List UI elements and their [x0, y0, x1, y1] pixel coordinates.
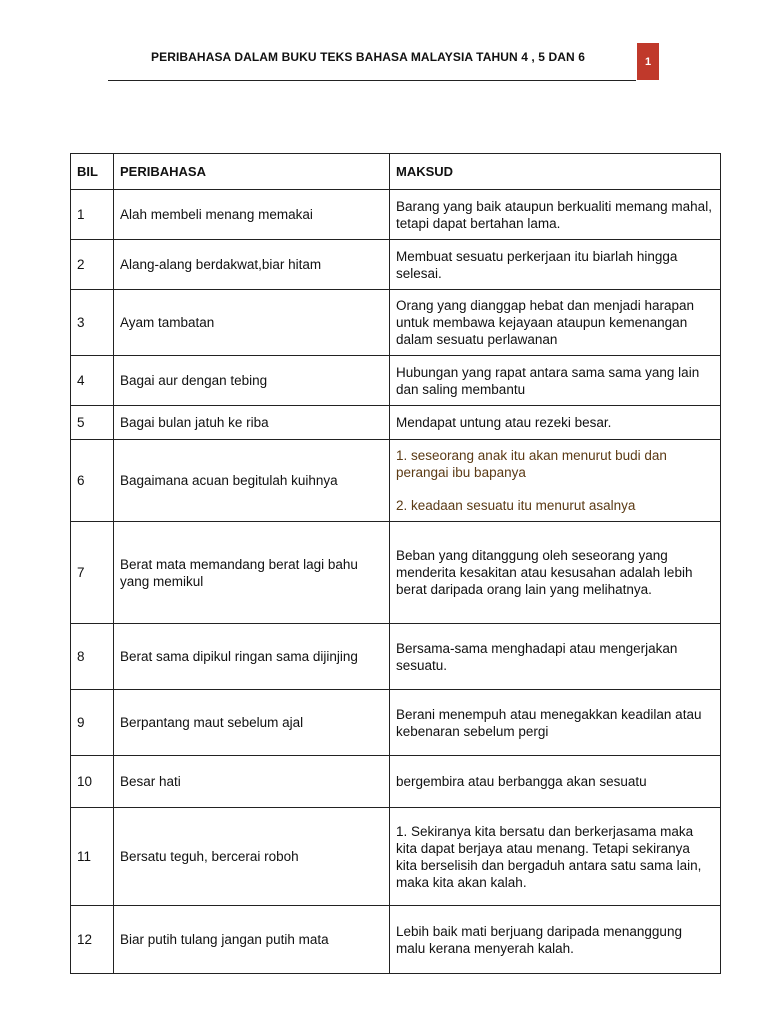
table-row [71, 906, 721, 974]
column-header-maksud: MAKSUD [390, 154, 721, 190]
peribahasa-cell: Alah membeli menang memakai [114, 190, 390, 240]
maksud-cell [390, 240, 721, 290]
bil-cell: 3 [71, 290, 114, 356]
maksud-text: Membuat sesuatu perkerjaan itu biarlah hingga selesai. [396, 248, 678, 281]
maksud-cell [390, 440, 721, 522]
maksud-text: bergembira atau berbangga akan sesuatu [396, 774, 647, 789]
table-row [71, 290, 721, 356]
bil-cell: 6 [71, 440, 114, 522]
bil-cell: 8 [71, 624, 114, 690]
peribahasa-cell: Bagai aur dengan tebing [114, 356, 390, 406]
maksud-text: 1. Sekiranya kita bersatu dan berkerjasama maka kita dapat berjaya atau menang. Tetapi sekiranya kita berselisih dan bergaduh antara satu sama lain, maka kita akan kalah. [396, 823, 702, 890]
table-row [71, 522, 721, 624]
peribahasa-cell: Berpantang maut sebelum ajal [114, 690, 390, 756]
maksud-text: Hubungan yang rapat antara sama sama yang lain dan saling membantu [396, 364, 700, 397]
bil-cell: 12 [71, 906, 114, 974]
peribahasa-cell: Alang-alang berdakwat,biar hitam [114, 240, 390, 290]
maksud-cell [390, 690, 721, 756]
maksud-cell [390, 406, 721, 440]
peribahasa-cell: Biar putih tulang jangan putih mata [114, 906, 390, 974]
peribahasa-cell: Bersatu teguh, bercerai roboh [114, 808, 390, 906]
page-number-badge: 1 [637, 43, 659, 80]
maksud-text: Orang yang dianggap hebat dan menjadi harapan untuk membawa kejayaan ataupun kemenangan dalam sesuatu perlawanan [396, 298, 694, 347]
maksud-cell [390, 290, 721, 356]
table-row [71, 356, 721, 406]
table-row [71, 690, 721, 756]
peribahasa-cell: Berat mata memandang berat lagi bahu yang memikul [114, 522, 390, 624]
peribahasa-cell: Besar hati [114, 756, 390, 808]
maksud-cell [390, 906, 721, 974]
maksud-text: Beban yang ditanggung oleh seseorang yang menderita kesakitan atau kesusahan adalah lebih berat daripada orang lain yang melihatnya. [396, 548, 693, 597]
maksud-text: Bersama-sama menghadapi atau mengerjakan sesuatu. [396, 640, 678, 673]
table-row [71, 624, 721, 690]
table-row [71, 440, 721, 522]
bil-cell: 1 [71, 190, 114, 240]
table-row [71, 756, 721, 808]
maksud-text: Lebih baik mati berjuang daripada menanggung malu kerana menyerah kalah. [396, 923, 682, 956]
table-row [71, 240, 721, 290]
maksud-cell [390, 522, 721, 624]
maksud-text: 2. keadaan sesuatu itu menurut asalnya [396, 498, 636, 513]
peribahasa-cell: Bagaimana acuan begitulah kuihnya [114, 440, 390, 522]
maksud-cell [390, 808, 721, 906]
table-row [71, 406, 721, 440]
peribahasa-table [70, 153, 721, 974]
bil-cell: 4 [71, 356, 114, 406]
bil-cell: 5 [71, 406, 114, 440]
document-header-title: PERIBAHASA DALAM BUKU TEKS BAHASA MALAYSIA TAHUN 4 , 5 DAN 6 [150, 50, 586, 64]
bil-cell: 9 [71, 690, 114, 756]
maksud-cell [390, 624, 721, 690]
column-header-peribahasa: PERIBAHASA [114, 154, 390, 190]
bil-cell: 10 [71, 756, 114, 808]
table-header-row [71, 154, 721, 190]
bil-cell: 11 [71, 808, 114, 906]
maksud-text: Berani menempuh atau menegakkan keadilan atau kebenaran sebelum pergi [396, 706, 702, 739]
maksud-text: Barang yang baik ataupun berkualiti memang mahal, tetapi dapat bertahan lama. [396, 198, 712, 231]
maksud-cell [390, 756, 721, 808]
peribahasa-cell: Bagai bulan jatuh ke riba [114, 406, 390, 440]
column-header-bil: BIL [71, 154, 114, 190]
header-divider [108, 80, 636, 81]
bil-cell: 7 [71, 522, 114, 624]
table-row [71, 808, 721, 906]
maksud-cell [390, 356, 721, 406]
peribahasa-cell: Berat sama dipikul ringan sama dijinjing [114, 624, 390, 690]
maksud-text: Mendapat untung atau rezeki besar. [396, 415, 612, 430]
bil-cell: 2 [71, 240, 114, 290]
maksud-text: 1. seseorang anak itu akan menurut budi dan perangai ibu bapanya [396, 448, 667, 480]
peribahasa-cell: Ayam tambatan [114, 290, 390, 356]
maksud-cell [390, 190, 721, 240]
table-row [71, 190, 721, 240]
